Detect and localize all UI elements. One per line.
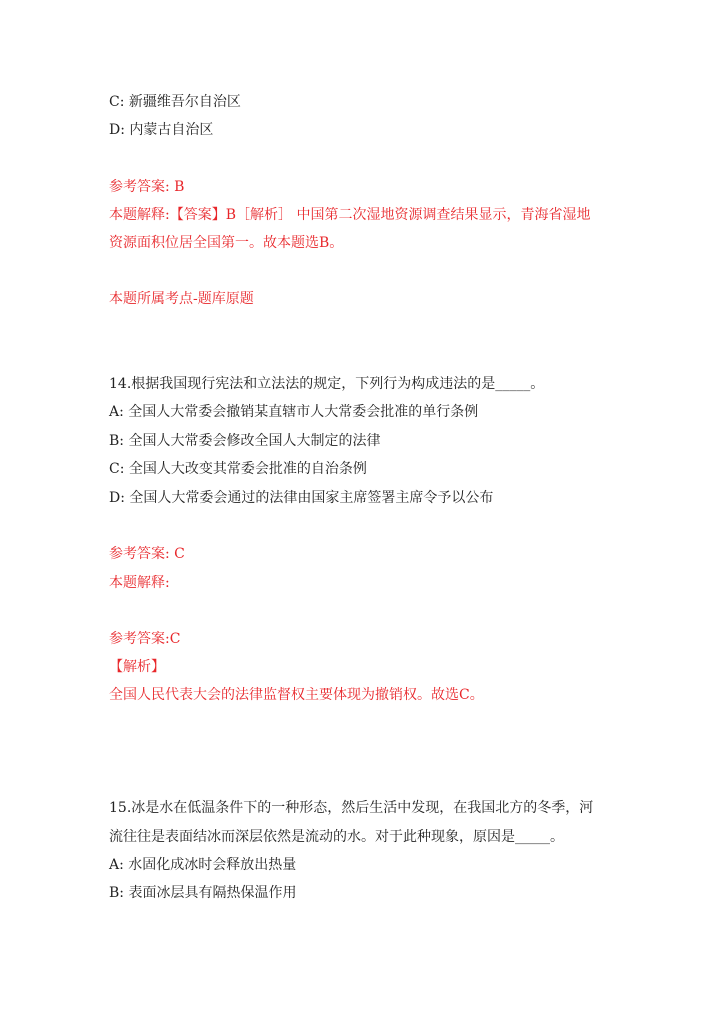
q14-option-a: A: 全国人大常委会撤销某直辖市人大常委会批准的单行条例 [109,404,479,420]
q14-option-c: C: 全国人大改变其常委会批准的自治条例 [109,461,367,477]
q15-option-b: B: 表面冰层具有隔热保温作用 [109,885,297,901]
q14-option-b: B: 全国人大常委会修改全国人大制定的法律 [109,433,381,449]
q14-answer-2: 参考答案:C [109,631,181,647]
q14-analysis: 全国人民代表大会的法律监督权主要体现为撤销权。故选C。 [109,687,484,703]
q15-option-a: A: 水固化成冰时会释放出热量 [109,857,297,873]
q13-explanation-line1: 本题解释:【答案】B［解析］ 中国第二次湿地资源调查结果显示，青海省湿地 [109,207,591,223]
q15-question-line1: 15.冰是水在低温条件下的一种形态，然后生活中发现，在我国北方的冬季，河 [109,800,594,816]
q14-analysis-label: 【解析】 [109,659,165,675]
q14-answer: 参考答案: C [109,546,185,562]
q13-option-d: D: 内蒙古自治区 [109,122,214,138]
q14-option-d: D: 全国人大常委会通过的法律由国家主席签署主席令予以公布 [109,490,494,506]
q15-question-line2: 流往往是表面结冰而深层依然是流动的水。对于此种现象，原因是_____。 [109,829,564,845]
q14-question: 14.根据我国现行宪法和立法法的规定，下列行为构成违法的是_____。 [109,376,545,392]
q13-option-c: C: 新疆维吾尔自治区 [109,94,241,110]
q14-explanation-label: 本题解释: [109,575,170,591]
q13-explanation-line2: 资源面积位居全国第一。故本题选B。 [109,235,344,251]
q13-answer: 参考答案: B [109,179,185,195]
q13-source: 本题所属考点-题库原题 [109,291,254,307]
